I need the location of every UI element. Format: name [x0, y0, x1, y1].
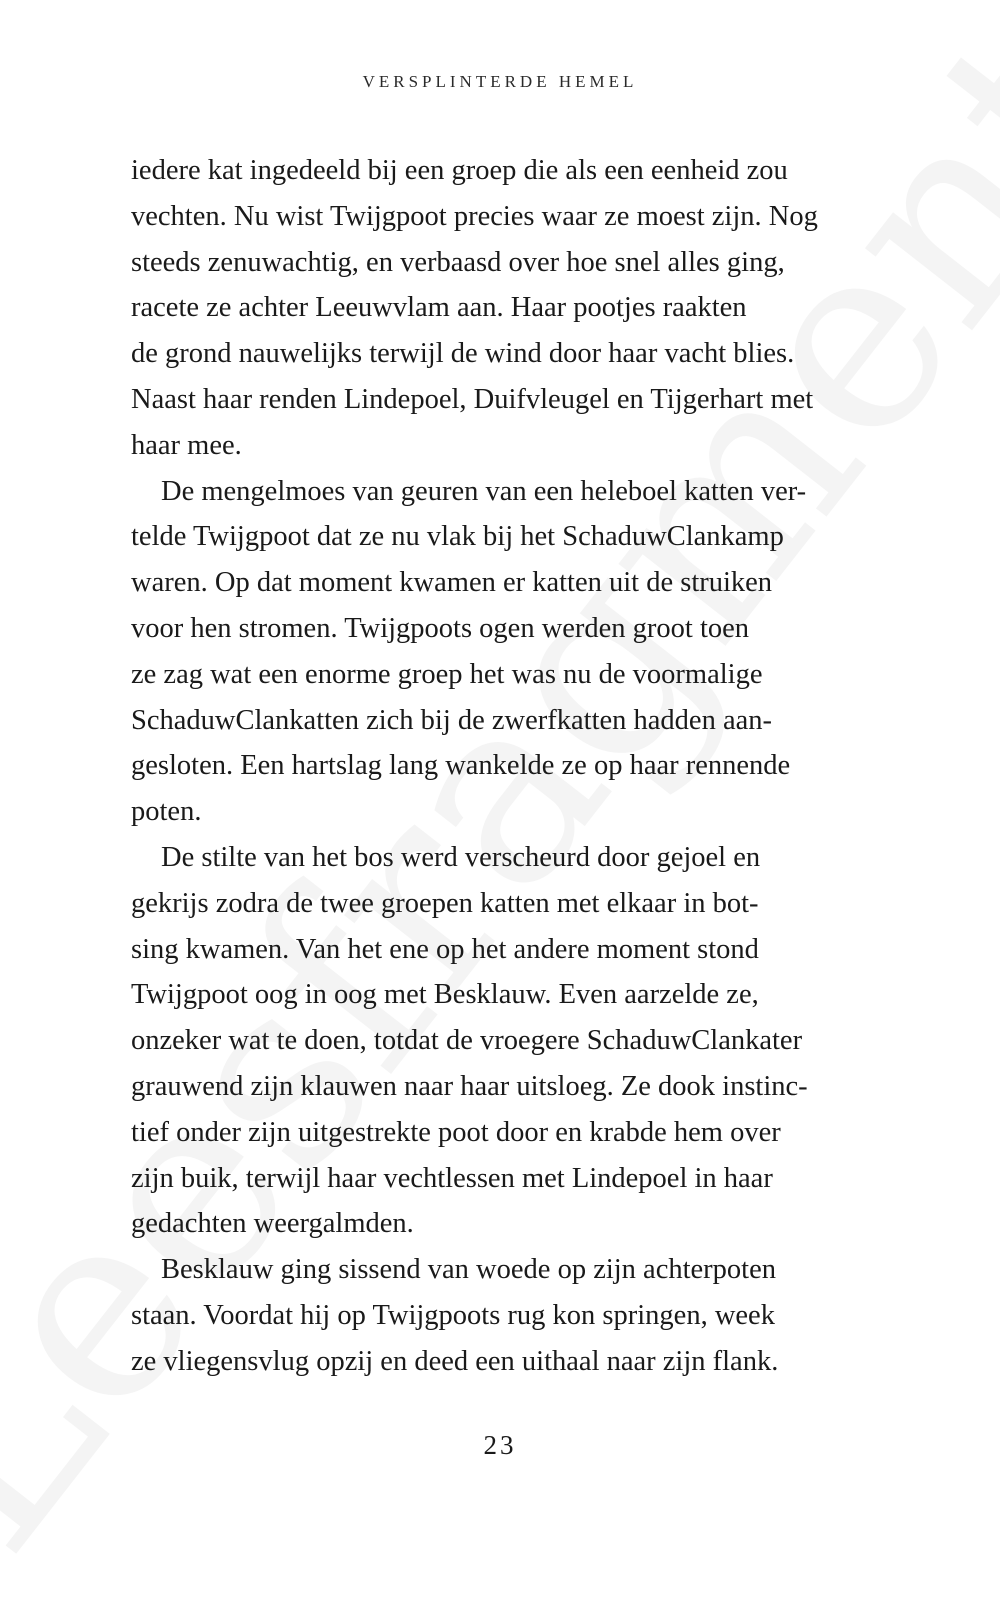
paragraph	[131, 1247, 891, 1384]
text-line: grauwend zijn klauwen naar haar uitsloeg. Ze dook instinc-	[131, 1070, 808, 1102]
text-line: ze vliegensvlug opzij en deed een uithaal naar zijn flank.	[131, 1345, 779, 1377]
text-line: Twijgpoot oog in oog met Besklauw. Even aarzelde ze,	[131, 979, 759, 1011]
text-line: Besklauw ging sissend van woede op zijn achterpoten	[161, 1254, 776, 1286]
text-line: staan. Voordat hij op Twijgpoots rug kon springen, week	[131, 1299, 775, 1331]
text-line: onzeker wat te doen, totdat de vroegere SchaduwClankater	[131, 1025, 803, 1057]
text-line: vechten. Nu wist Twijgpoot precies waar ze moest zijn. Nog	[131, 200, 818, 232]
paragraph	[131, 148, 891, 469]
text-line: De mengelmoes van geuren van een heleboel katten ver-	[161, 475, 807, 507]
text-line: zijn buik, terwijl haar vechtlessen met Lindepoel in haar	[131, 1162, 773, 1194]
paragraph	[131, 835, 891, 1247]
paragraph	[131, 469, 891, 835]
text-line: waren. Op dat moment kwamen er katten uit de struiken	[131, 567, 773, 599]
text-line: iedere kat ingedeeld bij een groep die als een eenheid zou	[131, 155, 788, 186]
text-line: gedachten weergalmden.	[131, 1208, 414, 1240]
text-line: haar mee.	[131, 429, 242, 461]
text-line: steeds zenuwachtig, en verbaasd over hoe snel alles ging,	[131, 246, 785, 278]
text-line: de grond nauwelijks terwijl de wind door haar vacht blies.	[131, 338, 795, 370]
text-line: voor hen stromen. Twijgpoots ogen werden groot toen	[131, 612, 750, 644]
text-line: gesloten. Een hartslag lang wankelde ze op haar rennende	[131, 750, 791, 782]
body-text	[131, 148, 891, 1385]
text-line: ze zag wat een enorme groep het was nu de voormalige	[131, 658, 763, 690]
text-line: De stilte van het bos werd verscheurd door gejoel en	[161, 841, 761, 873]
text-line: Naast haar renden Lindepoel, Duifvleugel en Tijgerhart met	[131, 383, 814, 415]
page-number: 23	[483, 1430, 517, 1460]
running-header: VERSPLINTERDE HEMEL	[362, 72, 638, 91]
text-line: sing kwamen. Van het ene op het andere moment stond	[131, 933, 759, 965]
text-line: tief onder zijn uitgestrekte poot door en krabde hem over	[131, 1116, 781, 1148]
text-line: poten.	[131, 796, 202, 828]
text-line: racete ze achter Leeuwvlam aan. Haar pootjes raakten	[131, 292, 747, 324]
text-line: telde Twijgpoot dat ze nu vlak bij het SchaduwClankamp	[131, 521, 784, 553]
text-line: SchaduwClankatten zich bij de zwerfkatten hadden aan-	[131, 704, 772, 736]
text-line: gekrijs zodra de twee groepen katten met elkaar in bot-	[131, 887, 759, 919]
